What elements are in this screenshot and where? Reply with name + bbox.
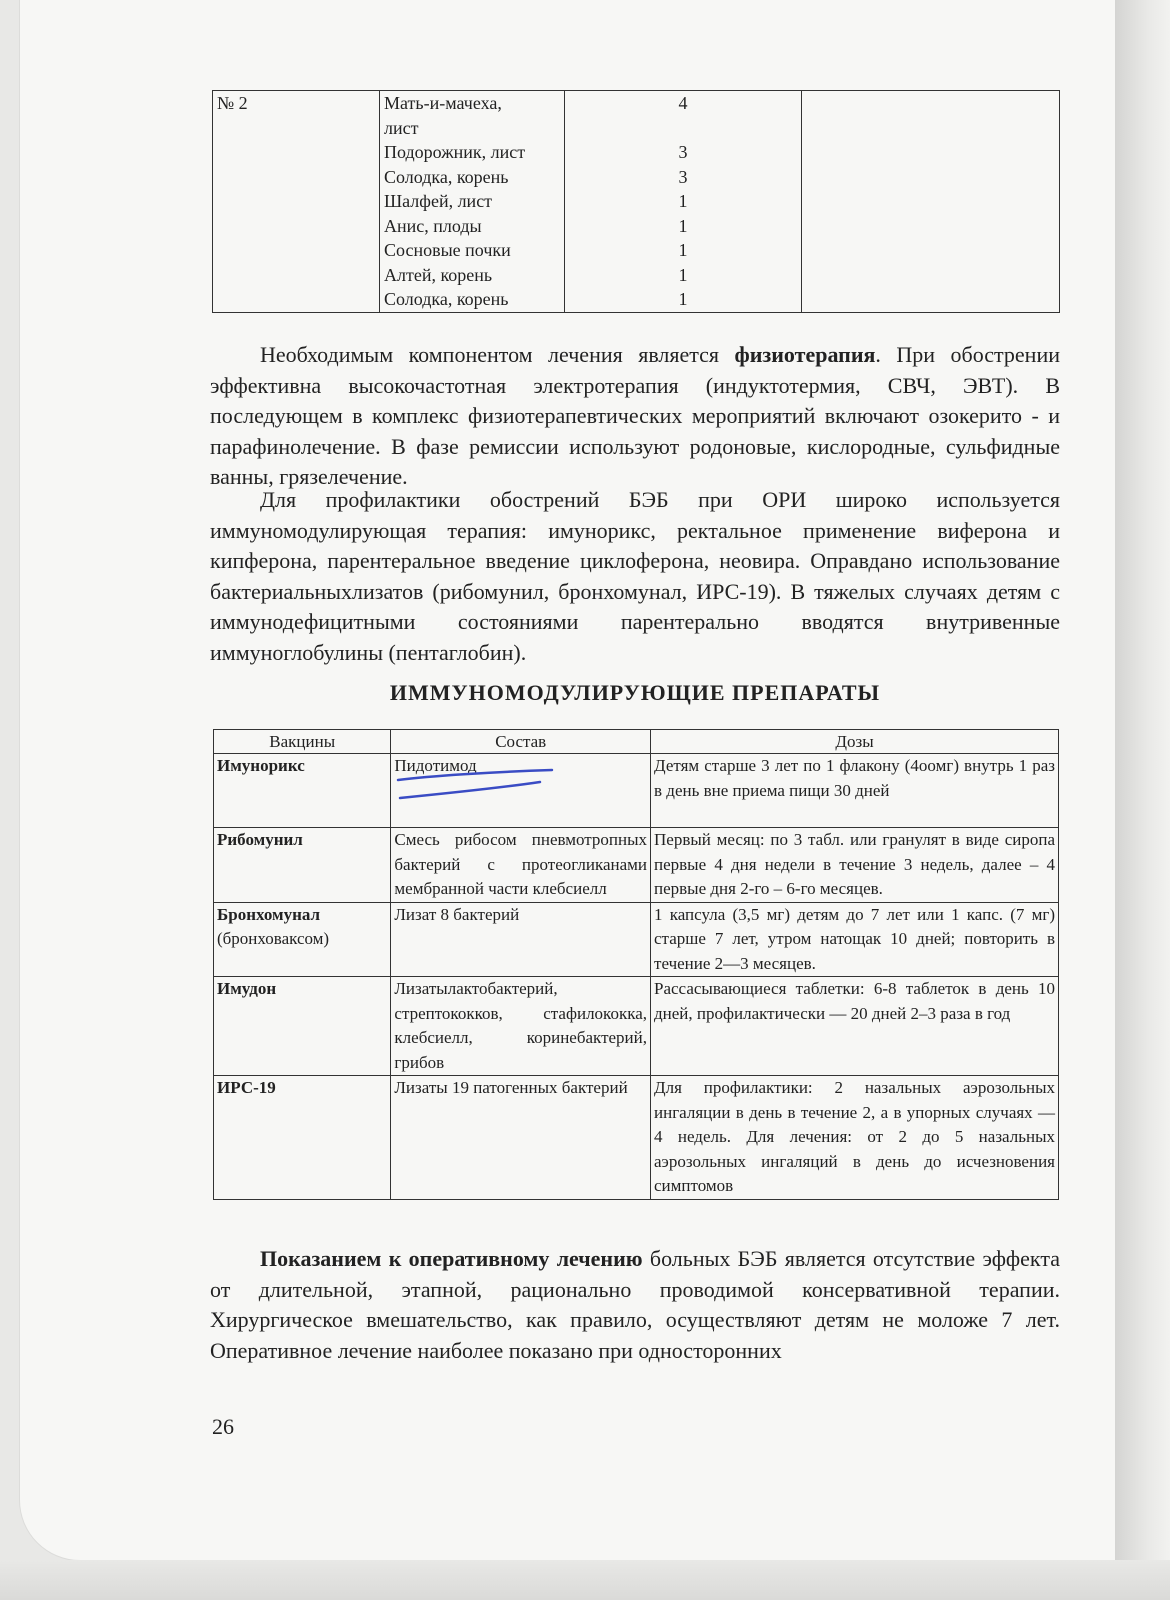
page-bottom-shadow: [0, 1560, 1170, 1600]
section-title: ИММУНОМОДУЛИРУЮЩИЕ ПРЕПАРАТЫ: [389, 680, 881, 705]
composition-text: Лизатылактобактерий, стрептококков, стафилококка, клебсиелл, коринебактерий, грибов: [394, 979, 648, 1072]
column-header: Вакцины: [214, 730, 391, 754]
composition-cell: [391, 1076, 651, 1200]
table-row: [214, 754, 1059, 828]
composition-text: Смесь рибосом пневмотропных бактерий с протеогликанами мембранной части клебсиелл: [394, 830, 648, 898]
vaccine-cell: [214, 828, 391, 903]
herb-name: Мать-и-мачеха,: [384, 93, 502, 113]
column-header: Состав: [391, 730, 651, 754]
vaccine-name: ИРС-19: [217, 1078, 276, 1097]
composition-text: Лизаты 19 патогенных бактерий: [394, 1078, 628, 1097]
vaccine-name: Рибомунил: [217, 830, 303, 849]
table-row: [214, 977, 1059, 1076]
column-header: Дозы: [651, 730, 1059, 754]
pen-stroke: [400, 782, 540, 798]
collection-number: № 2: [217, 93, 248, 113]
physiotherapy-paragraph: [210, 340, 1060, 493]
vaccine-cell: [214, 902, 391, 977]
dose-text: Рассасывающиеся таблетки: 6-8 таблеток в день 10 дней, профилактически — 20 дней 2–3 раза в год: [654, 979, 1055, 1023]
collection-number-cell: [213, 91, 380, 313]
vaccine-cell: [214, 754, 391, 828]
herb-names-cell: [380, 91, 565, 313]
dose-cell: [651, 902, 1059, 977]
herb-amount: 1: [678, 215, 688, 236]
emphasis-term: Показанием к оперативному лечению: [260, 1246, 643, 1271]
herb-name: лист: [384, 117, 419, 138]
herb-amount: 1: [678, 240, 688, 260]
table-row: [213, 91, 1060, 313]
table-row: [214, 902, 1059, 977]
handwritten-underline-mark: [390, 758, 560, 808]
immunomodulators-table: [213, 729, 1059, 1200]
table-header-row: [214, 730, 1059, 754]
vaccine-name: Имунорикс: [217, 756, 305, 775]
dose-text: Первый месяц: по 3 табл. или гранулят в виде сиропа первые 4 дня недели в течение 3 недель, далее – 4 первые дня 2-го – 6-го месяцев.: [654, 830, 1055, 898]
pen-stroke: [398, 770, 552, 780]
herb-name: Анис, плоды: [384, 215, 482, 236]
herb-amount: 1: [678, 264, 688, 285]
page-number: 26: [212, 1414, 234, 1439]
herb-name: Солодка, корень: [384, 289, 509, 309]
dose-text: Для профилактики: 2 назальных аэрозольных ингаляции в день в течение 2, а в упорных случаях — 4 недель. Для лечения: от 2 до 5 назальных аэрозольных ингаляций в день до исчезновения симптомов: [654, 1078, 1055, 1195]
paragraph-text: . При обострении эффективна высокочастотная электротерапия (индуктотермия, СВЧ, ЭВТ). В последующем в комплекс физиотерапевтических мероприятий включают озокерито - и парафинолечение. В фазе ремиссии используют родоновые, кислородные, сульфидные ванны, грязелечение.: [210, 342, 1060, 489]
herb-name: Шалфей, лист: [384, 191, 493, 211]
herb-name: Алтей, корень: [384, 264, 493, 285]
dose-cell: [651, 977, 1059, 1076]
immunotherapy-paragraph: Для профилактики обострений БЭБ при ОРИ широко используется иммуномодулирующая терапия: имунорикс, ректальное применение виферона и кипферона, парентеральное введение циклоферона, неовира. Оправдано использование бактериальныхлизатов (рибомунил, бронхомунал, ИРС-19). В тяжелых случаях детям с иммунодефицитными состояниями парентерально вводятся внутривенные иммуноглобулины (пентаглобин).: [210, 487, 1060, 665]
composition-text: Лизат 8 бактерий: [394, 904, 520, 924]
composition-cell: [391, 902, 651, 977]
dose-cell: [651, 1076, 1059, 1200]
herb-amount: 4: [678, 93, 688, 113]
composition-cell: [391, 828, 651, 903]
surgery-paragraph: [210, 1244, 1060, 1366]
vaccine-cell: [214, 977, 391, 1076]
table-row: [214, 828, 1059, 903]
emphasis-term: физиотерапия: [734, 342, 876, 367]
dose-cell: [651, 828, 1059, 903]
herb-name: Солодка, корень: [384, 166, 509, 187]
dose-text: 1 капсула (3,5 мг) детям до 7 лет или 1 капс. (7 мг) старше 7 лет, утром натощак 10 дней; повторить в течение 2—3 месяцев.: [654, 904, 1055, 973]
composition-cell: [391, 977, 651, 1076]
vaccine-subname: (бронховаксом): [217, 929, 330, 948]
vaccine-name: Имудон: [217, 979, 277, 998]
composition-text: Пидотимод: [394, 756, 477, 775]
table-row: [214, 1076, 1059, 1200]
page-edge-shadow: [1115, 0, 1170, 1600]
vaccine-cell: [214, 1076, 391, 1200]
dose-text: Детям старше 3 лет по 1 флакону (4оомг) внутрь 1 раз в день вне приема пищи 30 дней: [654, 756, 1055, 800]
paragraph-text: Необходимым компонентом лечения является: [260, 342, 735, 367]
herb-name: Сосновые почки: [384, 240, 511, 260]
vaccine-name: Бронхомунал: [217, 904, 321, 924]
herb-name: Подорожник, лист: [384, 142, 526, 162]
herb-amounts-cell: [565, 91, 802, 313]
dose-cell: [651, 754, 1059, 828]
herb-amount: 3: [678, 166, 688, 187]
herb-amount: 3: [678, 142, 688, 162]
herb-amount: 1: [678, 289, 688, 309]
paragraph-text: больных БЭБ является отсутствие эффекта от длительной, этапной, рационально проводимой консервативной терапии. Хирургическое вмешательство, как правило, осуществляют детям не моложе 7 лет. Оперативное лечение наиболее показано при односторонних: [210, 1246, 1060, 1363]
herb-amount: [569, 116, 797, 141]
empty-cell: [802, 91, 1060, 313]
herbal-collection-table: [212, 90, 1060, 313]
herb-amount: 1: [678, 191, 688, 211]
